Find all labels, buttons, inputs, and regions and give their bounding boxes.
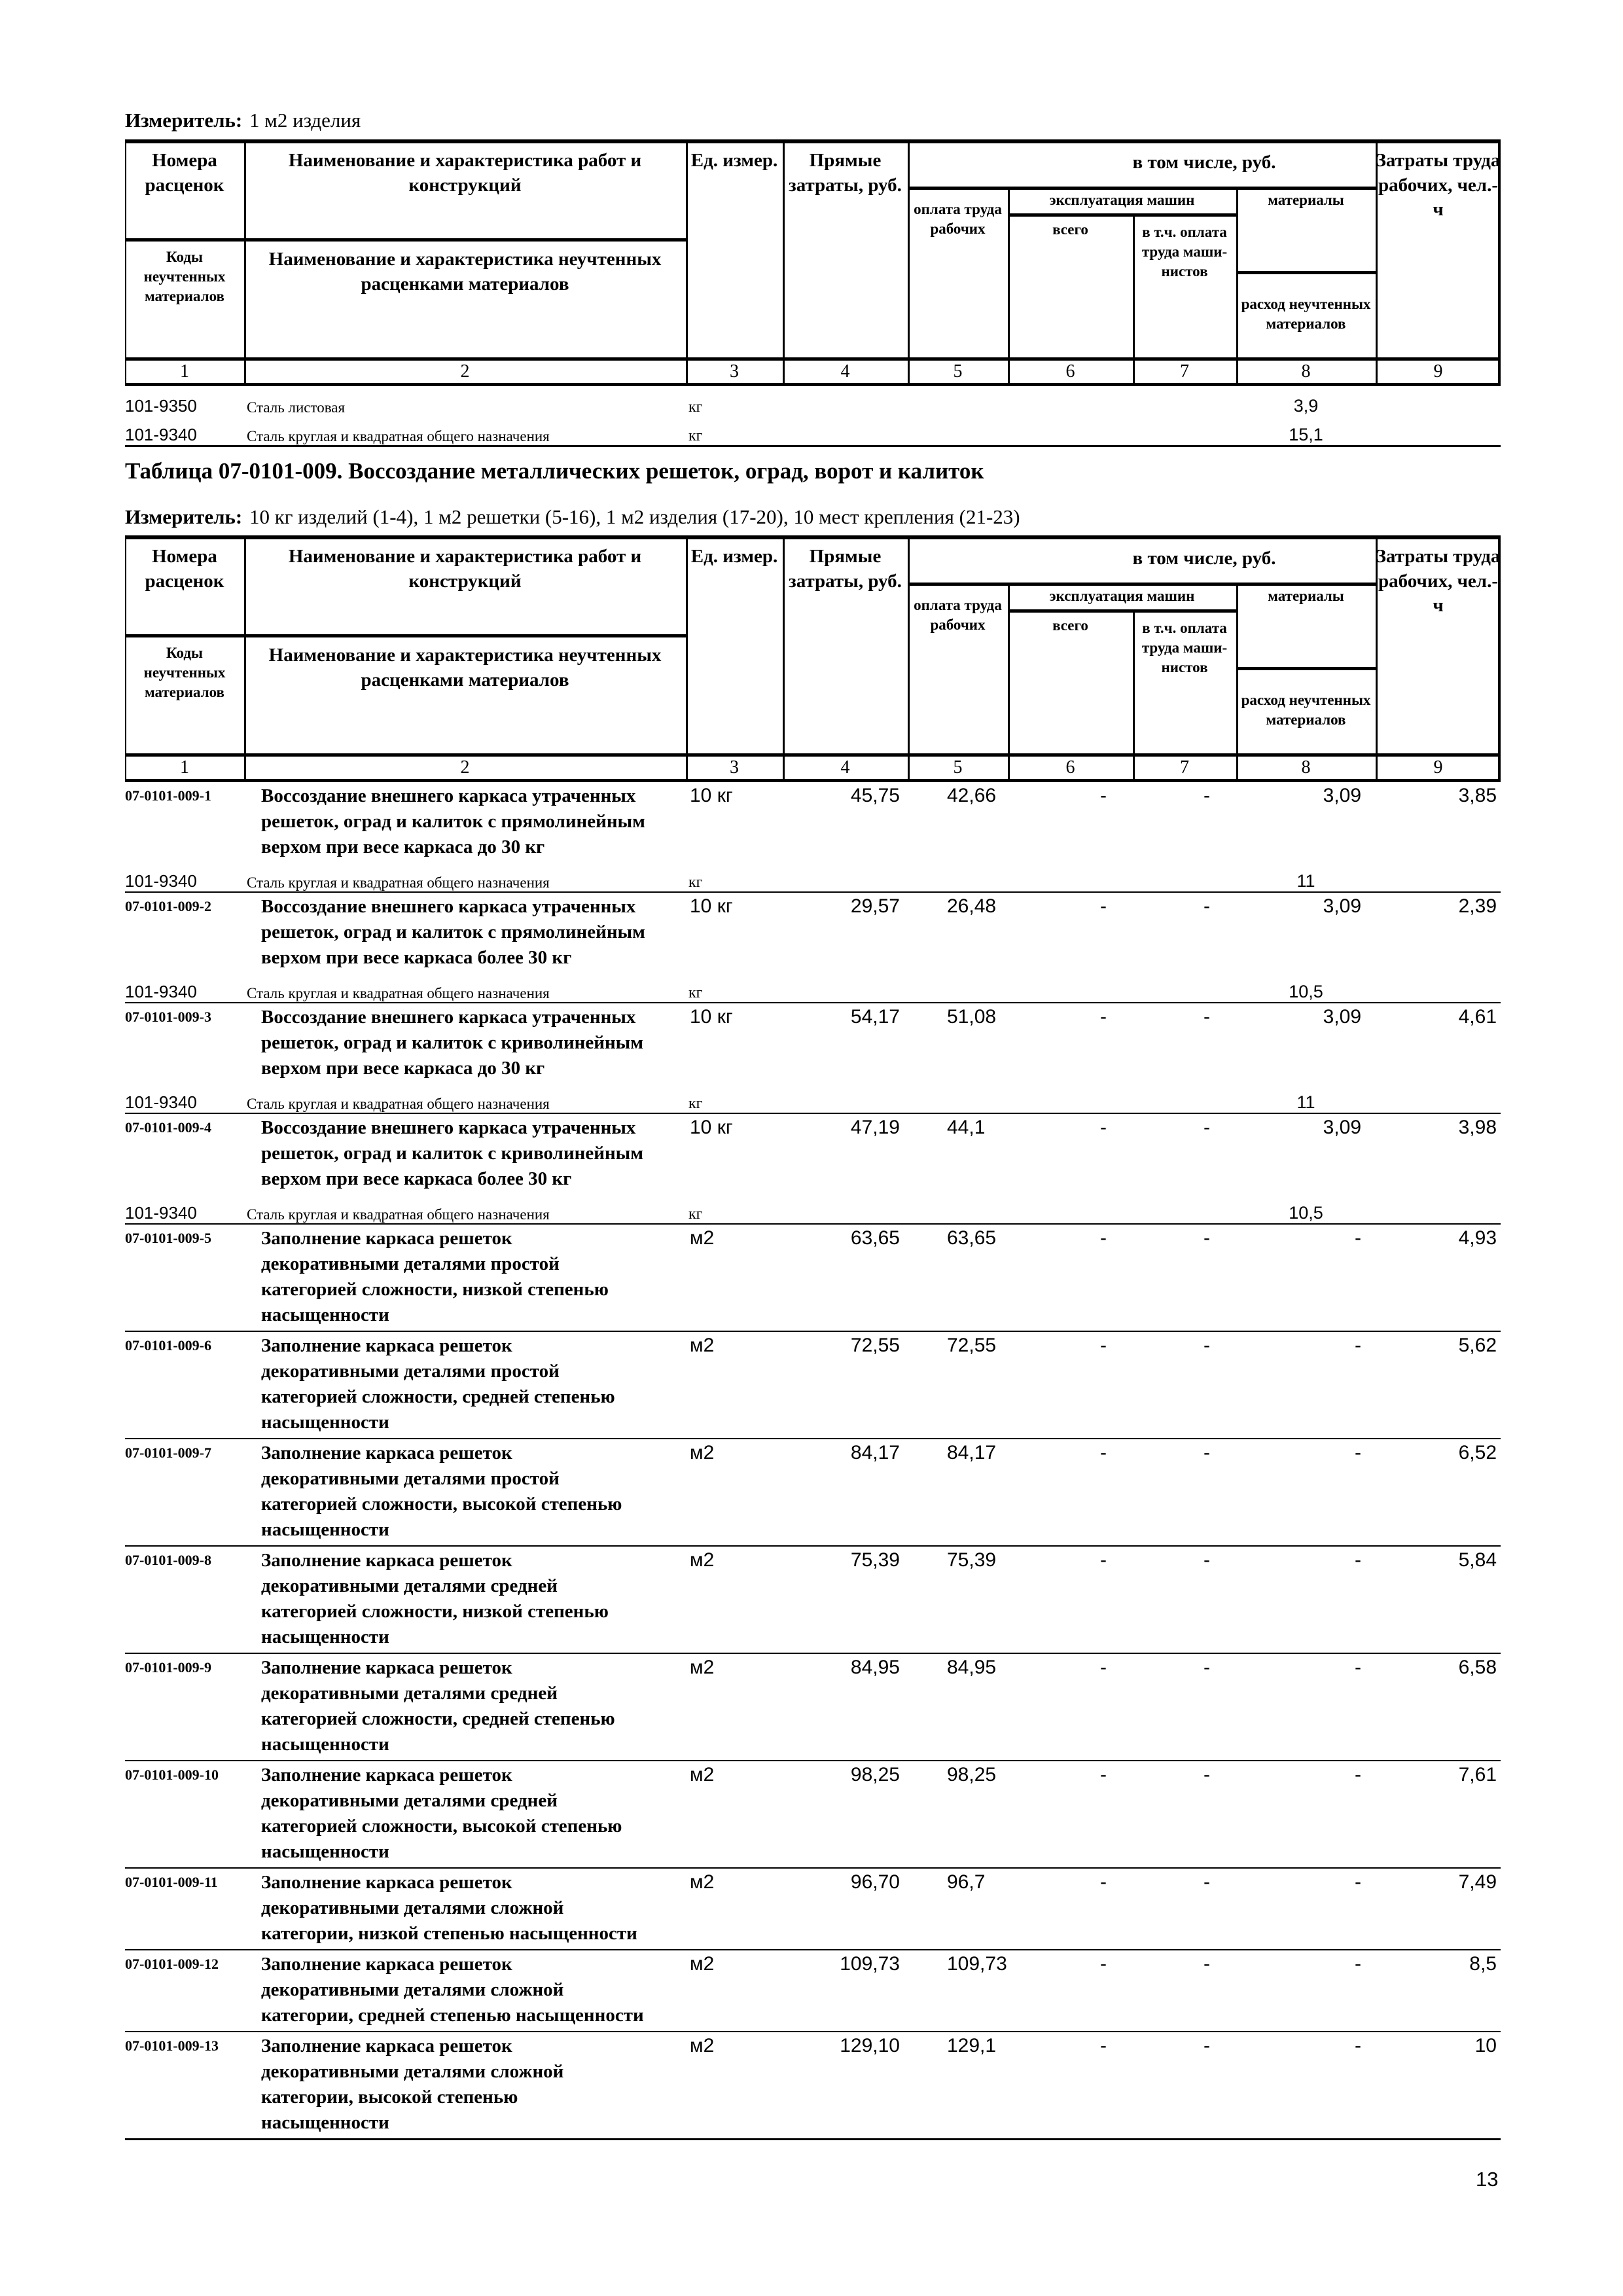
machine-operator-pay: - [1204,1442,1210,1463]
work-description: Воссоздание внешнего каркаса утраченных решеток, оград и калиток с криволинейным верхом при весе каркаса до 30 кг [261,1007,644,1079]
material-quantity: 15,1 [1289,425,1323,444]
labor-cost: 5,84 [1458,1549,1497,1571]
materials-cost: - [1355,2035,1361,2056]
direct-cost: 129,10 [840,2035,900,2056]
direct-cost: 45,75 [850,785,900,806]
material-quantity: 11 [1296,1092,1315,1112]
labor-pay: 51,08 [947,1006,997,1028]
direct-cost: 98,25 [850,1764,900,1785]
labor-cost: 4,61 [1458,1006,1497,1028]
table-row [125,1438,1501,1545]
machine-operator-pay: - [1204,1657,1210,1678]
header-col1-bottom: Коды неучтенных материалов [143,645,226,700]
column-number: 7 [1180,757,1189,778]
header-divider [125,238,686,242]
materials-cost: - [1355,1953,1361,1975]
header-unit: Ед. измер. [690,150,778,171]
table2-measure [125,505,1020,529]
machine-cost: - [1100,785,1107,806]
rate-code: 07-0101-009-4 [125,1119,211,1136]
table-row [125,1653,1501,1760]
header-labor-cost: Затраты труда рабочих, чел.-ч [1376,150,1501,221]
table-row [125,891,1501,973]
header-machines-operators: в т.ч. оплата труда маши-нистов [1141,224,1228,279]
labor-cost: 8,5 [1469,1953,1497,1975]
labor-pay: 75,39 [947,1549,997,1571]
work-description: Заполнение каркаса решеток декоративными деталями средней категорией сложности, низкой степенью насыщенности [261,1550,609,1647]
page-number: 13 [1476,2168,1499,2191]
header-divider [244,535,246,782]
machine-operator-pay: - [1204,1953,1210,1975]
column-number: 1 [180,361,189,382]
materials-cost: - [1355,1657,1361,1678]
header-including: в том числе, руб. [1132,548,1276,569]
materials-cost: 3,09 [1323,785,1361,806]
header-divider [1236,187,1238,386]
table-row [125,1949,1501,2031]
header-direct: Прямые затраты, руб. [789,150,902,196]
column-number: 6 [1065,361,1075,382]
column-number: 2 [460,361,470,382]
table-row [125,1545,1501,1653]
header-divider [1236,271,1376,274]
material-unit: кг [688,427,703,444]
column-number: 9 [1433,361,1443,382]
unit: 10 кг [690,1117,733,1138]
header-direct: Прямые затраты, руб. [789,546,902,592]
header-divider [244,139,246,386]
machine-cost: - [1100,1227,1107,1249]
labor-pay: 129,1 [947,2035,997,2056]
rate-code: 07-0101-009-7 [125,1444,211,1461]
rate-code: 07-0101-009-9 [125,1659,211,1676]
column-number: 1 [180,757,189,778]
work-description: Воссоздание внешнего каркаса утраченных решеток, оград и калиток с криволинейным верхом при весе каркаса более 30 кг [261,1117,644,1189]
header-labor-cost: Затраты труда рабочих, чел.-ч [1376,546,1501,617]
header-divider [1376,139,1378,386]
machine-cost: - [1100,1442,1107,1463]
material-name: Сталь листовая [247,399,346,416]
materials-cost: - [1355,1335,1361,1356]
header-machines: эксплуатация машин [1049,191,1195,208]
rate-code: 07-0101-009-3 [125,1009,211,1025]
material-code: 101-9340 [125,425,197,444]
machine-operator-pay: - [1204,1335,1210,1356]
table-row [125,1867,1501,1949]
rate-code: 07-0101-009-2 [125,898,211,914]
material-unit: кг [688,1206,703,1223]
materials-cost: - [1355,1442,1361,1463]
header-col2-bottom: Наименование и характеристика неучтенных расценками материалов [268,249,662,295]
table2-title: Таблица 07-0101-009. Воссоздание металлических решеток, оград, ворот и калиток [125,458,984,484]
material-code: 101-9340 [125,982,197,1001]
direct-cost: 96,70 [850,1871,900,1893]
table-row [125,1223,1501,1331]
header-divider [686,139,688,386]
column-number: 4 [840,757,850,778]
materials-cost: - [1355,1764,1361,1785]
header-divider [908,535,910,782]
unit: 10 кг [690,895,733,917]
header-col2-bottom: Наименование и характеристика неучтенных расценками материалов [268,645,662,691]
labor-pay: 26,48 [947,895,997,917]
header-machines-total: всего [1052,221,1088,238]
direct-cost: 63,65 [850,1227,900,1249]
rate-code: 07-0101-009-11 [125,1874,218,1890]
material-row [125,416,1501,445]
rate-code: 07-0101-009-5 [125,1230,211,1246]
column-number: 3 [730,361,739,382]
header-machines-operators: в т.ч. оплата труда маши-нистов [1141,620,1228,675]
column-number: 7 [1180,361,1189,382]
machine-cost: - [1100,1764,1107,1785]
header-col1-bottom: Коды неучтенных материалов [143,249,226,304]
material-name: Сталь круглая и квадратная общего назначения [247,428,550,444]
rate-code: 07-0101-009-10 [125,1767,219,1783]
column-number: 4 [840,361,850,382]
measure-label: Измеритель: [125,505,243,528]
materials-cost: 3,09 [1323,895,1361,917]
machine-operator-pay: - [1204,895,1210,917]
table2-body [125,782,1501,2140]
unit: м2 [690,1764,715,1785]
rate-code: 07-0101-009-6 [125,1337,211,1354]
machine-cost: - [1100,1657,1107,1678]
machine-operator-pay: - [1204,785,1210,806]
rate-code: 07-0101-009-8 [125,1552,211,1568]
header-col2-top: Наименование и характеристика работ и конструкций [288,546,642,592]
direct-cost: 72,55 [850,1335,900,1356]
rate-code: 07-0101-009-1 [125,787,211,804]
material-row [125,1194,1501,1223]
material-quantity: 10,5 [1289,1203,1323,1223]
materials-cost: 3,09 [1323,1006,1361,1028]
machine-operator-pay: - [1204,1006,1210,1028]
work-description: Заполнение каркаса решеток декоративными деталями средней категорией сложности, высокой степенью насыщенности [261,1765,622,1862]
header-divider [783,139,785,386]
machine-cost: - [1100,1953,1107,1975]
direct-cost: 84,95 [850,1657,900,1678]
header-materials-unaccounted: расход неучтенных материалов [1241,692,1371,728]
labor-pay: 63,65 [947,1227,997,1249]
header-divider [1236,583,1238,782]
material-name: Сталь круглая и квадратная общего назначения [247,1206,550,1223]
column-number: 5 [953,361,963,382]
column-number: 6 [1065,757,1075,778]
material-quantity: 10,5 [1289,982,1323,1001]
labor-cost: 3,98 [1458,1117,1497,1138]
material-row [125,1084,1501,1113]
material-quantity: 3,9 [1293,396,1319,416]
direct-cost: 109,73 [840,1953,900,1975]
unit: м2 [690,1335,715,1356]
unit: м2 [690,1227,715,1249]
unit: м2 [690,1442,715,1463]
material-unit: кг [688,874,703,891]
material-unit: кг [688,1095,703,1112]
labor-cost: 7,49 [1458,1871,1497,1893]
header-divider [908,583,1376,586]
table-end-line [125,2138,1501,2140]
machine-cost: - [1100,1549,1107,1571]
table-row [125,1002,1501,1084]
unit: 10 кг [690,1006,733,1028]
direct-cost: 54,17 [850,1006,900,1028]
table1-measure [125,109,361,132]
rate-code: 07-0101-009-13 [125,2037,219,2054]
machine-operator-pay: - [1204,1549,1210,1571]
labor-cost: 5,62 [1458,1335,1497,1356]
machine-operator-pay: - [1204,1764,1210,1785]
header-col1-top: Номера расценок [145,150,224,196]
labor-pay: 96,7 [947,1871,986,1893]
table-end-line [125,445,1501,447]
table1-body [125,387,1501,447]
table2-header [125,535,1501,782]
machine-cost: - [1100,1006,1107,1028]
direct-cost: 29,57 [850,895,900,917]
header-labor-pay: оплата труда рабочих [914,597,1002,633]
direct-cost: 47,19 [850,1117,900,1138]
material-unit: кг [688,399,703,416]
material-name: Сталь круглая и квадратная общего назначения [247,985,550,1001]
materials-cost: - [1355,1871,1361,1893]
unit: 10 кг [690,785,733,806]
unit: м2 [690,2035,715,2056]
header-divider [125,634,686,637]
column-number: 8 [1301,361,1311,382]
material-code: 101-9350 [125,396,197,416]
header-machines-total: всего [1052,617,1088,634]
column-number: 2 [460,757,470,778]
header-divider [1236,667,1376,670]
measure-value: 1 м2 изделия [249,109,361,132]
materials-cost: 3,09 [1323,1117,1361,1138]
machine-cost: - [1100,1117,1107,1138]
material-code: 101-9340 [125,871,197,891]
table-row [125,1113,1501,1194]
measure-value: 10 кг изделий (1-4), 1 м2 решетки (5-16), 1 м2 изделия (17-20), 10 мест крепления (21-23) [249,505,1020,528]
work-description: Заполнение каркаса решеток декоративными деталями простой категорией сложности, средней степенью насыщенности [261,1335,615,1433]
materials-cost: - [1355,1227,1361,1249]
work-description: Заполнение каркаса решеток декоративными деталями средней категорией сложности, средней степенью насыщенности [261,1657,615,1755]
labor-cost: 6,58 [1458,1657,1497,1678]
machine-operator-pay: - [1204,2035,1210,2056]
column-number: 3 [730,757,739,778]
material-code: 101-9340 [125,1203,197,1223]
table-row [125,2031,1501,2138]
labor-pay: 72,55 [947,1335,997,1356]
header-materials: материалы [1268,587,1344,604]
machine-cost: - [1100,1335,1107,1356]
material-code: 101-9340 [125,1092,197,1112]
table-row [125,1331,1501,1438]
column-number: 8 [1301,757,1311,778]
machine-operator-pay: - [1204,1227,1210,1249]
header-machines: эксплуатация машин [1049,587,1195,604]
material-unit: кг [688,984,703,1001]
direct-cost: 75,39 [850,1549,900,1571]
header-divider [783,535,785,782]
work-description: Заполнение каркаса решеток декоративными деталями простой категорией сложности, высокой степенью насыщенности [261,1443,622,1540]
unit: м2 [690,1549,715,1571]
labor-cost: 6,52 [1458,1442,1497,1463]
labor-cost: 10 [1474,2035,1497,2056]
material-row [125,387,1501,416]
header-unit: Ед. измер. [690,546,778,567]
work-description: Заполнение каркаса решеток декоративными деталями простой категорией сложности, низкой степенью насыщенности [261,1228,609,1325]
column-number: 9 [1433,757,1443,778]
header-divider [1376,535,1378,782]
header-materials: материалы [1268,191,1344,208]
material-row [125,973,1501,1002]
labor-cost: 4,93 [1458,1227,1497,1249]
work-description: Заполнение каркаса решеток декоративными деталями сложной категории, низкой степенью насыщенности [261,1872,637,1944]
column-number: 5 [953,757,963,778]
machine-operator-pay: - [1204,1871,1210,1893]
work-description: Заполнение каркаса решеток декоративными деталями сложной категории, высокой степенью насыщенности [261,2036,564,2133]
labor-cost: 7,61 [1458,1764,1497,1785]
header-divider [686,535,688,782]
header-labor-pay: оплата труда рабочих [914,201,1002,237]
labor-pay: 42,66 [947,785,997,806]
machine-cost: - [1100,895,1107,917]
work-description: Заполнение каркаса решеток декоративными деталями сложной категории, средней степенью насыщенности [261,1954,644,2026]
machine-operator-pay: - [1204,1117,1210,1138]
header-divider [1008,213,1236,217]
measure-label: Измеритель: [125,109,243,132]
header-divider [1008,609,1236,613]
material-name: Сталь круглая и квадратная общего назначения [247,874,550,891]
material-row [125,863,1501,891]
machine-cost: - [1100,2035,1107,2056]
table-row [125,782,1501,863]
machine-cost: - [1100,1871,1107,1893]
labor-pay: 84,17 [947,1442,997,1463]
work-description: Воссоздание внешнего каркаса утраченных решеток, оград и калиток с прямолинейным верхом при весе каркаса более 30 кг [261,896,645,968]
direct-cost: 84,17 [850,1442,900,1463]
labor-pay: 84,95 [947,1657,997,1678]
labor-pay: 98,25 [947,1764,997,1785]
unit: м2 [690,1871,715,1893]
table1-header [125,139,1501,386]
material-quantity: 11 [1296,871,1315,891]
table-row [125,1760,1501,1867]
materials-cost: - [1355,1549,1361,1571]
header-divider [908,187,1376,190]
header-col1-top: Номера расценок [145,546,224,592]
header-divider [908,139,910,386]
labor-cost: 3,85 [1458,785,1497,806]
unit: м2 [690,1953,715,1975]
header-materials-unaccounted: расход неучтенных материалов [1241,296,1371,332]
unit: м2 [690,1657,715,1678]
material-name: Сталь круглая и квадратная общего назначения [247,1096,550,1112]
header-including: в том числе, руб. [1132,152,1276,173]
labor-cost: 2,39 [1458,895,1497,917]
header-col2-top: Наименование и характеристика работ и конструкций [288,150,642,196]
work-description: Воссоздание внешнего каркаса утраченных решеток, оград и калиток с прямолинейным верхом при весе каркаса до 30 кг [261,785,645,857]
rate-code: 07-0101-009-12 [125,1956,219,1972]
labor-pay: 109,73 [947,1953,1007,1975]
labor-pay: 44,1 [947,1117,986,1138]
